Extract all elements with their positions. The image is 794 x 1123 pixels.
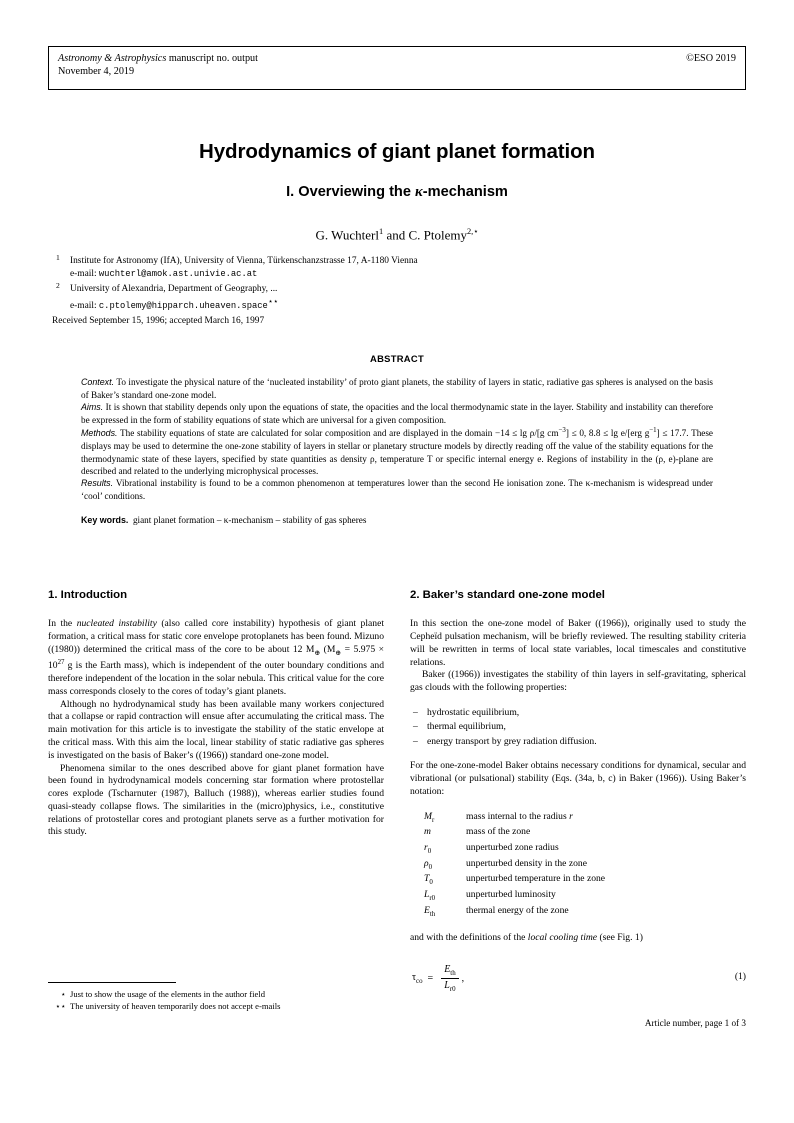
affiliation-number: 1 xyxy=(56,253,60,262)
baker-paragraph-4 xyxy=(410,932,746,945)
table-row xyxy=(410,858,746,874)
equation-lhs xyxy=(412,971,423,986)
notation-description xyxy=(466,842,746,858)
keywords-line xyxy=(81,514,713,527)
notation-symbol-base: ρ xyxy=(424,857,429,869)
equation-denominator xyxy=(441,978,458,994)
notation-desc-text: thermal energy of the zone xyxy=(466,904,569,916)
notation-description xyxy=(466,858,746,874)
section-heading-introduction: 1. Introduction xyxy=(48,589,128,601)
affiliation-email-line xyxy=(70,268,746,281)
equation-number: (1) xyxy=(734,970,746,982)
header-manuscript-no: manuscript no. output xyxy=(168,53,258,64)
local-cooling-time-emphasis: local cooling time xyxy=(527,932,598,944)
notation-symbol-sub: r0 xyxy=(429,894,436,902)
intro-p1-c: (M xyxy=(320,643,336,655)
equation-lhs-sub: co xyxy=(416,978,423,986)
equation-trailing-comma: , xyxy=(461,973,465,984)
section-heading-baker-model: 2. Baker’s standard one-zone model xyxy=(410,589,605,601)
equation-fraction xyxy=(441,963,458,994)
baker-paragraph-2: Baker ((1966)) investigates the stability of thin layers in self-gravitating, spherical gas clouds with the following properties: xyxy=(410,669,746,694)
notation-symbol xyxy=(410,905,466,921)
footnote-text: Just to show the usage of the elements in the author field xyxy=(70,989,265,999)
author-1-affiliation-mark: 1 xyxy=(379,227,384,236)
subtitle-suffix: -mechanism xyxy=(422,184,508,200)
notation-symbol-base: E xyxy=(424,904,430,916)
keywords-text: giant planet formation – κ-mechanism – stability of gas spheres xyxy=(132,515,367,526)
abstract-paragraph-context xyxy=(81,376,713,401)
table-row xyxy=(410,811,746,827)
list-item: – energy transport by grey radiation diffusion. xyxy=(410,736,746,749)
email-address[interactable]: c.ptolemy@hipparch.uheaven.space xyxy=(98,301,268,312)
abstract-lead-aims: Aims. xyxy=(81,402,104,413)
list-item: – hydrostatic equilibrium, xyxy=(410,707,746,720)
earth-mass-exponent: 27 xyxy=(57,658,65,666)
notation-symbol-base: m xyxy=(424,826,431,838)
table-row xyxy=(410,842,746,858)
footnote-marker: ⋆⋆ xyxy=(55,1001,66,1012)
abstract-paragraph-results xyxy=(81,477,713,502)
footnote-marker: ⋆ xyxy=(60,989,66,999)
properties-list xyxy=(410,707,746,748)
affiliation-email-line xyxy=(70,296,746,313)
notation-symbol-base: r xyxy=(424,842,428,854)
email-label: e-mail: xyxy=(70,269,97,280)
notation-symbol-base: M xyxy=(424,810,432,822)
intro-p1-d: = 5.975 × 10 xyxy=(48,643,385,672)
equation-numerator xyxy=(441,963,458,978)
earth-mass-subscript-2: ⊕ xyxy=(335,649,342,657)
abstract-text-methods-c: ] ≤ 17.7. These displays may be used to determine the one-zone stability of layers in stellar or planetary structure models by directly reading off the value of the stability equations for the thermodynamic state of these layers, specified by state quantities as density ρ, temperature T or specific internal energy e. Regions of instability in the (ρ, e)-plane are described and related to the underlying microphysical processes. xyxy=(81,428,714,476)
notation-symbol xyxy=(410,858,466,874)
intro-p1-a: In the xyxy=(48,618,77,630)
equation-numerator-sub: th xyxy=(450,969,456,977)
running-header-inner xyxy=(49,47,745,79)
notation-symbol xyxy=(410,811,466,827)
abstract-paragraph-methods xyxy=(81,426,713,477)
notation-description xyxy=(466,905,746,921)
notation-symbol-sub: 0 xyxy=(427,847,432,855)
page-footer: Article number, page 1 of 3 xyxy=(644,1018,746,1028)
table-row xyxy=(410,873,746,889)
baker-p4-b: (see Fig. 1) xyxy=(597,932,643,944)
baker-paragraph-1: In this section the one-zone model of Baker ((1966)), originally used to study the Cepheïd pulsation mechanism, will be briefly reviewed. The resulting stability criteria will be rewritten in terms of local state variables, local timescales and constitutive relations. xyxy=(410,618,746,668)
notation-desc-text: unperturbed zone radius xyxy=(466,842,559,854)
table-row xyxy=(410,826,746,842)
notation-symbol-base: T xyxy=(424,873,430,885)
list-item: – thermal equilibrium, xyxy=(410,721,746,734)
intro-paragraph-3: Phenomena similar to the ones described above for giant planet formation have been found in hydrodynamical models concerning star formation where protostellar cores explode (Tscharnuter (1987), Balluch (1988)), whereas earlier studies found quasi-steady collapse flows. The similarities in the (micro)physics, i.e., constitutive relations of protostellar cores and protogiant planets serve as a further motivation for this study. xyxy=(48,762,384,838)
notation-desc-text: mass of the zone xyxy=(466,826,531,838)
footnote-separator-rule xyxy=(48,982,176,983)
email-address[interactable]: wuchterl@amok.ast.univie.ac.at xyxy=(98,269,258,280)
abstract-paragraph-aims xyxy=(81,401,713,426)
intro-p1-emphasis: nucleated instability xyxy=(76,618,157,630)
header-journal-name: Astronomy & Astrophysics xyxy=(58,53,167,64)
notation-description xyxy=(466,811,746,827)
affiliation-number: 2 xyxy=(56,280,60,290)
footnote-item xyxy=(48,988,384,1000)
header-line-1 xyxy=(58,52,736,65)
baker-p4-a: and with the definitions of the xyxy=(410,932,528,944)
equation-denominator-sub: r0 xyxy=(449,986,456,994)
abstract-lead-results: Results. xyxy=(81,478,114,489)
intro-paragraph-2: Although no hydrodynamical study has been available many workers conjectured that a collapse or rapid contraction will ensue after accumulating the critical mass. The main motivation for this article is to investigate the stability of the static envelope at the critical mass. With this aim the local, linear stability of static radiative gas spheres is investigated on the basis of Baker’s ((1966)) standard one-zone model. xyxy=(48,698,384,761)
equation-1 xyxy=(410,961,746,995)
abstract-lead-context: Context. xyxy=(81,377,115,387)
notation-description xyxy=(466,826,746,842)
affiliation-text: University of Alexandria, Department of Geography, ... xyxy=(70,283,278,294)
body-column-right xyxy=(410,588,746,995)
intro-paragraph-1 xyxy=(48,618,384,698)
equation-equals-sign: = xyxy=(427,973,434,984)
notation-symbol-sub: 0 xyxy=(429,879,433,887)
affiliation-block xyxy=(52,255,746,315)
abstract-text-methods-b: ] ≤ 0, 8.8 ≤ lg e/[erg g xyxy=(565,428,650,439)
email-footnote-mark: ⋆⋆ xyxy=(267,297,279,307)
header-copyright: ©ESO 2019 xyxy=(686,53,736,64)
received-accepted-dates: Received September 15, 1996; accepted March 16, 1997 xyxy=(52,316,265,326)
notation-table xyxy=(410,811,746,920)
author-1: G. Wuchterl xyxy=(315,227,379,243)
table-row xyxy=(410,889,746,905)
notation-description xyxy=(466,873,746,889)
footnote-item xyxy=(48,1000,384,1012)
keywords-label: Key words. xyxy=(81,515,129,526)
notation-desc-italic: r xyxy=(569,810,573,822)
page-subtitle xyxy=(48,184,746,201)
notation-symbol-sub: th xyxy=(429,910,436,918)
notation-symbol-base: L xyxy=(424,888,430,900)
abstract-text-methods-a: The stability equations of state are calculated for solar composition and are displayed in the domain −14 ≤ lg ρ/[g cm xyxy=(117,428,559,439)
abstract-body xyxy=(81,376,713,527)
intro-p1-e: g is the Earth mass), which is independent of the outer boundary conditions and therefore independent of the location in the solar nebula. This critical value for the core mass corresponds closely to the cores of today’s giant planets. xyxy=(48,660,384,697)
abstract-heading: ABSTRACT xyxy=(370,353,424,364)
intro-p1-b: (also called core instability) hypothesis of giant planet formation, a critical mass for static core envelope protoplanets has been found. Mizuno ((1980)) determined the critical mass of the core to be about 12 M xyxy=(48,618,384,655)
body-column-left xyxy=(48,588,384,839)
equation-lhs-base: τ xyxy=(412,972,417,984)
abstract-text-context: To investigate the physical nature of the ‘nucleated instability’ of proto giant planets, the stability of layers in static, radiative gas spheres is analysed on the basis of Baker’s standard one-zone model. xyxy=(81,377,713,400)
title-block xyxy=(48,140,746,243)
affiliation-text: Institute for Astronomy (IfA), University of Vienna, Türkenschanzstrasse 17, A-1180 Vienna xyxy=(70,256,418,266)
notation-symbol-sub: r xyxy=(432,816,435,824)
notation-desc-text: unperturbed luminosity xyxy=(466,888,556,900)
running-header xyxy=(48,46,746,90)
footnote-block xyxy=(48,988,384,1013)
affiliation-item xyxy=(52,255,746,282)
subtitle-prefix: I. Overviewing the xyxy=(286,184,416,200)
abstract-exponent-density: −3 xyxy=(558,427,566,435)
notation-desc-text: unperturbed temperature in the zone xyxy=(466,873,606,885)
notation-symbol xyxy=(410,889,466,905)
table-row xyxy=(410,905,746,921)
notation-symbol xyxy=(410,826,466,842)
notation-symbol xyxy=(410,842,466,858)
subtitle-kappa-symbol: κ xyxy=(415,184,423,200)
equation-1-body xyxy=(412,963,464,994)
author-conjunction: and C. Ptolemy xyxy=(383,227,467,243)
notation-description xyxy=(466,889,746,905)
abstract-lead-methods: Methods. xyxy=(81,428,118,439)
equation-denominator-base: L xyxy=(444,980,450,992)
baker-paragraph-3: For the one-zone-model Baker obtains necessary conditions for dynamical, secular and vibrational (or pulsational) stability (Eqs. (34a, b, c) in Baker (1966)). Using Baker’s notation: xyxy=(410,760,746,797)
notation-symbol-sub: 0 xyxy=(428,863,433,871)
footnote-text: The university of heaven temporarily does not accept e-mails xyxy=(70,1001,281,1012)
abstract-text-results: Vibrational instability is found to be a common phenomenon at temperatures lower than the second He ionisation zone. The κ-mechanism is widespread under ‘cool’ conditions. xyxy=(81,478,713,501)
notation-desc-text: unperturbed density in the zone xyxy=(466,857,587,869)
page-title: Hydrodynamics of giant planet formation xyxy=(199,140,595,163)
equation-numerator-base: E xyxy=(444,963,451,975)
header-date: November 4, 2019 xyxy=(58,66,135,78)
abstract-text-aims: It is shown that stability depends only upon the equations of state, the opacities and the local thermodynamic state in the layer. Stability and instability can therefore be expressed in the form of stability equations of state which are universal for a given composition. xyxy=(81,402,713,426)
abstract-exponent-energy: −1 xyxy=(649,427,657,435)
author-list xyxy=(48,226,746,243)
notation-symbol xyxy=(410,873,466,889)
notation-desc-text: mass internal to the radius xyxy=(466,810,570,822)
affiliation-item xyxy=(52,280,746,314)
earth-mass-subscript-1: ⊕ xyxy=(314,649,321,657)
email-label: e-mail: xyxy=(70,301,97,312)
author-2-affiliation-mark: 2,⋆ xyxy=(466,227,479,236)
